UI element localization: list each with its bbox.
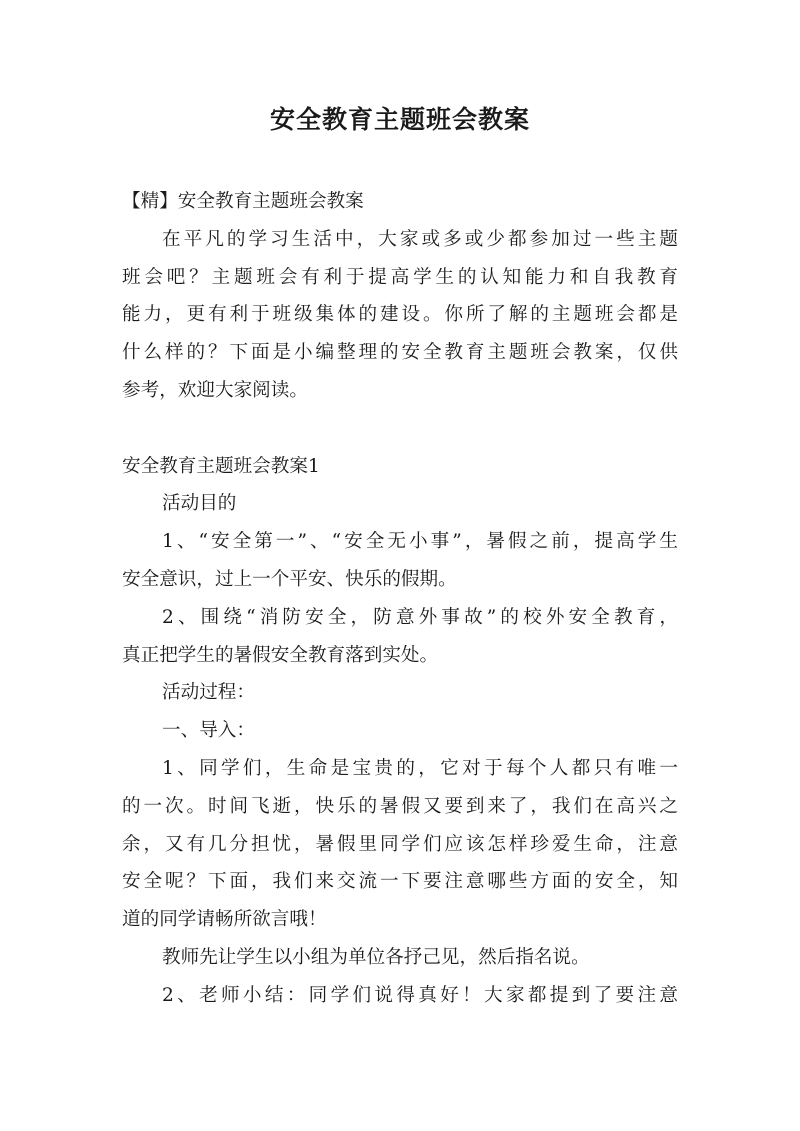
step-line: 1、同学们，生命是宝贵的，它对于每个人都只有唯一 [162,757,678,779]
step-label: 一、导入： [162,720,255,742]
step-item-1 [122,750,678,939]
purpose-line: 真正把学生的暑假安全教育落到实处。 [122,644,439,666]
intro-paragraph [122,221,678,410]
teacher-line: 教师先让学生以小组为单位各抒己见，然后指名说。 [162,946,590,968]
process-label: 活动过程： [162,682,255,704]
purpose-line: 1、“安全第一”、“安全无小事”，暑假之前，提高学生 [162,531,678,553]
intro-line: 在平凡的学习生活中，大家或多或少都参加过一些主题 [162,228,678,250]
purpose-label: 活动目的 [162,493,237,515]
intro-line: 班会吧？主题班会有利于提高学生的认知能力和自我教育 [122,266,678,288]
step-line: 道的同学请畅所欲言哦！ [122,909,327,931]
step-line: 的一次。时间飞逝，快乐的暑假又要到来了，我们在高兴之 [122,795,678,817]
intro-line: 能力，更有利于班级集体的建设。你所了解的主题班会都是 [122,304,678,326]
document-title: 安全教育主题班会教案 [269,105,530,134]
summary-line: 2、老师小结：同学们说得真好！大家都提到了要注意 [162,984,678,1006]
purpose-item-2 [122,599,678,675]
section-title: 安全教育主题班会教案1 [122,455,320,477]
purpose-line: 安全意识，过上一个平安、快乐的假期。 [122,568,457,590]
document-body [122,183,678,1015]
paragraph-gap [122,410,678,448]
step-line: 余，又有几分担忧，暑假里同学们应该怎样珍爱生命，注意 [122,833,678,855]
intro-line: 参考，欢迎大家阅读。 [122,379,308,401]
purpose-line: 2、围绕“消防安全，防意外事故”的校外安全教育， [162,606,678,628]
step-line: 安全呢？下面，我们来交流一下要注意哪些方面的安全，知 [122,871,678,893]
heading-line: 【精】安全教育主题班会教案 [122,191,364,212]
purpose-item-1 [122,523,678,599]
intro-line: 什么样的？下面是小编整理的安全教育主题班会教案，仅供 [122,342,678,364]
